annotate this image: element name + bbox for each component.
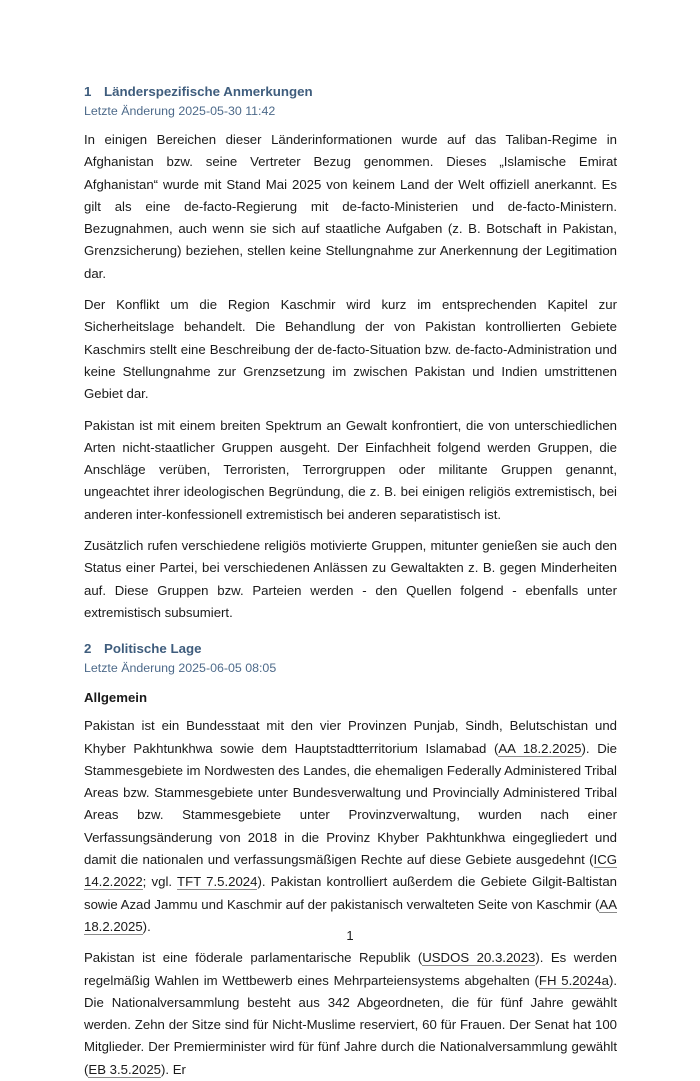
text: ). Die Nationalversammlung besteht aus 342 Abgeordneten, die für fünf Jahre gewählt werden. Zehn der Sitze sind für Nicht-Muslime reserviert, 60 für Frauen. Der Senat hat 100 Mitglieder. Der Premierminister wird für fünf Jahre durch die Nationalversammlung gewählt ( [84,972,617,1077]
citation-link[interactable]: EB 3.5.2025 [88,1061,161,1077]
paragraph [84,947,617,1081]
citation-link[interactable]: USDOS 20.3.2023 [422,950,536,966]
page-number: 1 [346,928,354,943]
text: Pakistan ist eine föderale parlamentarische Republik ( [84,950,423,966]
section-number: 2 [84,641,92,657]
text: ; vgl. [142,874,178,890]
paragraph: Der Konflikt um die Region Kaschmir wird kurz im entsprechenden Kapitel zur Sicherheitslage behandelt. Die Behandlung der von Pakistan kontrollierten Gebiete Kaschmirs stellt eine Beschreibung der de-facto-Situation bzw. de-facto-Administration und keine Stellungnahme zur Grenzsetzung im zwischen Pakistan und Indien umstrittenen Gebiet dar. [84,297,617,402]
last-change-timestamp: Letzte Änderung 2025-06-05 08:05 [84,661,277,676]
paragraph [84,715,617,938]
last-change-timestamp: Letzte Änderung 2025-05-30 11:42 [84,104,276,118]
paragraph: Zusätzlich rufen verschiedene religiös motivierte Gruppen, mitunter genießen sie auch den Status einer Partei, bei verschiedenen Anlässen zu Gewaltakten z. B. gegen Minderheiten auf. Diese Gruppen bzw. Parteien werden - den Quellen folgend - ebenfalls unter extremistisch subsumiert. [84,538,617,620]
text: ). Die Stammesgebiete im Nordwesten des Landes, die ehemaligen Federally Administered Tribal Areas bzw. Stammesgebiete unter Bundesverwaltung und Provincially Administered Tribal Areas bzw. Stammesgebiete unter Provinzverwaltung, wurden nach einer Verfassungsänderung von 2018 in die Provinz Khyber Pakhtunkhwa eingegliedert und damit die nationalen und verfassungsmäßigen Rechte auf diese Gebiete ausgedehnt ( [84,740,617,868]
text: ). Es werden regelmäßig Wahlen im Wettbewerb eines Mehrparteiensystems abgehalten ( [84,950,618,988]
section-title: Länderspezifische Anmerkungen [104,84,313,99]
section-title: Politische Lage [104,641,202,657]
paragraph: Pakistan ist mit einem breiten Spektrum an Gewalt konfrontiert, die von unterschiedlichen Arten nicht-staatlicher Gruppen ausgeht. Der Einfachheit folgend werden Gruppen, die Anschläge verüben, Terroristen, Terrorgruppen oder militante Gruppen genannt, ungeachtet ihrer ideologischen Begründung, die z. B. bei einigen religiös extremistisch, bei anderen inter-konfessionell extremistisch bei anderen separatistisch ist. [84,417,617,522]
text: ). Pakistan kontrolliert außerdem die Gebiete Gilgit-Baltistan sowie Azad Jammu und Kaschmir auf der pakistanisch verwalteten Seite von Kaschmir ( [84,874,617,912]
citation-link[interactable]: FH 5.2024a [538,972,609,988]
text: ). [142,918,151,934]
section-number: 1 [84,84,92,99]
paragraph: In einigen Bereichen dieser Länderinformationen wurde auf das Taliban-Regime in Afghanistan bzw. seine Vertreter Bezug genommen. Dieses „Islamische Emirat Afghanistan“ wurde mit Stand Mai 2025 von keinem Land der Welt offiziell anerkannt. Es gilt als eine de-facto-Regierung mit de-facto-Ministerien und de-facto-Ministern. Bezugnahmen, auch wenn sie sich auf staatliche Aufgaben (z. B. Botschaft in Pakistan, Grenzsicherung) beziehen, stellen keine Stellungnahme zur Anerkennung der Legitimation dar. [84,132,617,281]
citation-link[interactable]: TFT 7.5.2024 [177,874,258,890]
citation-link[interactable]: AA 18.2.2025 [84,896,617,934]
section-heading-2 [84,640,617,658]
subsection-heading: Allgemein [84,690,148,706]
section-heading-1 [84,83,617,101]
text: ). Er [161,1061,186,1077]
text: Pakistan ist ein Bundesstaat mit den vier Provinzen Punjab, Sindh, Belutschistan und Khyber Pakhtunkhwa sowie dem Hauptstadtterritorium Islamabad ( [84,718,617,756]
citation-link[interactable]: ICG 14.2.2022 [84,852,617,890]
citation-link[interactable]: AA 18.2.2025 [498,740,582,756]
